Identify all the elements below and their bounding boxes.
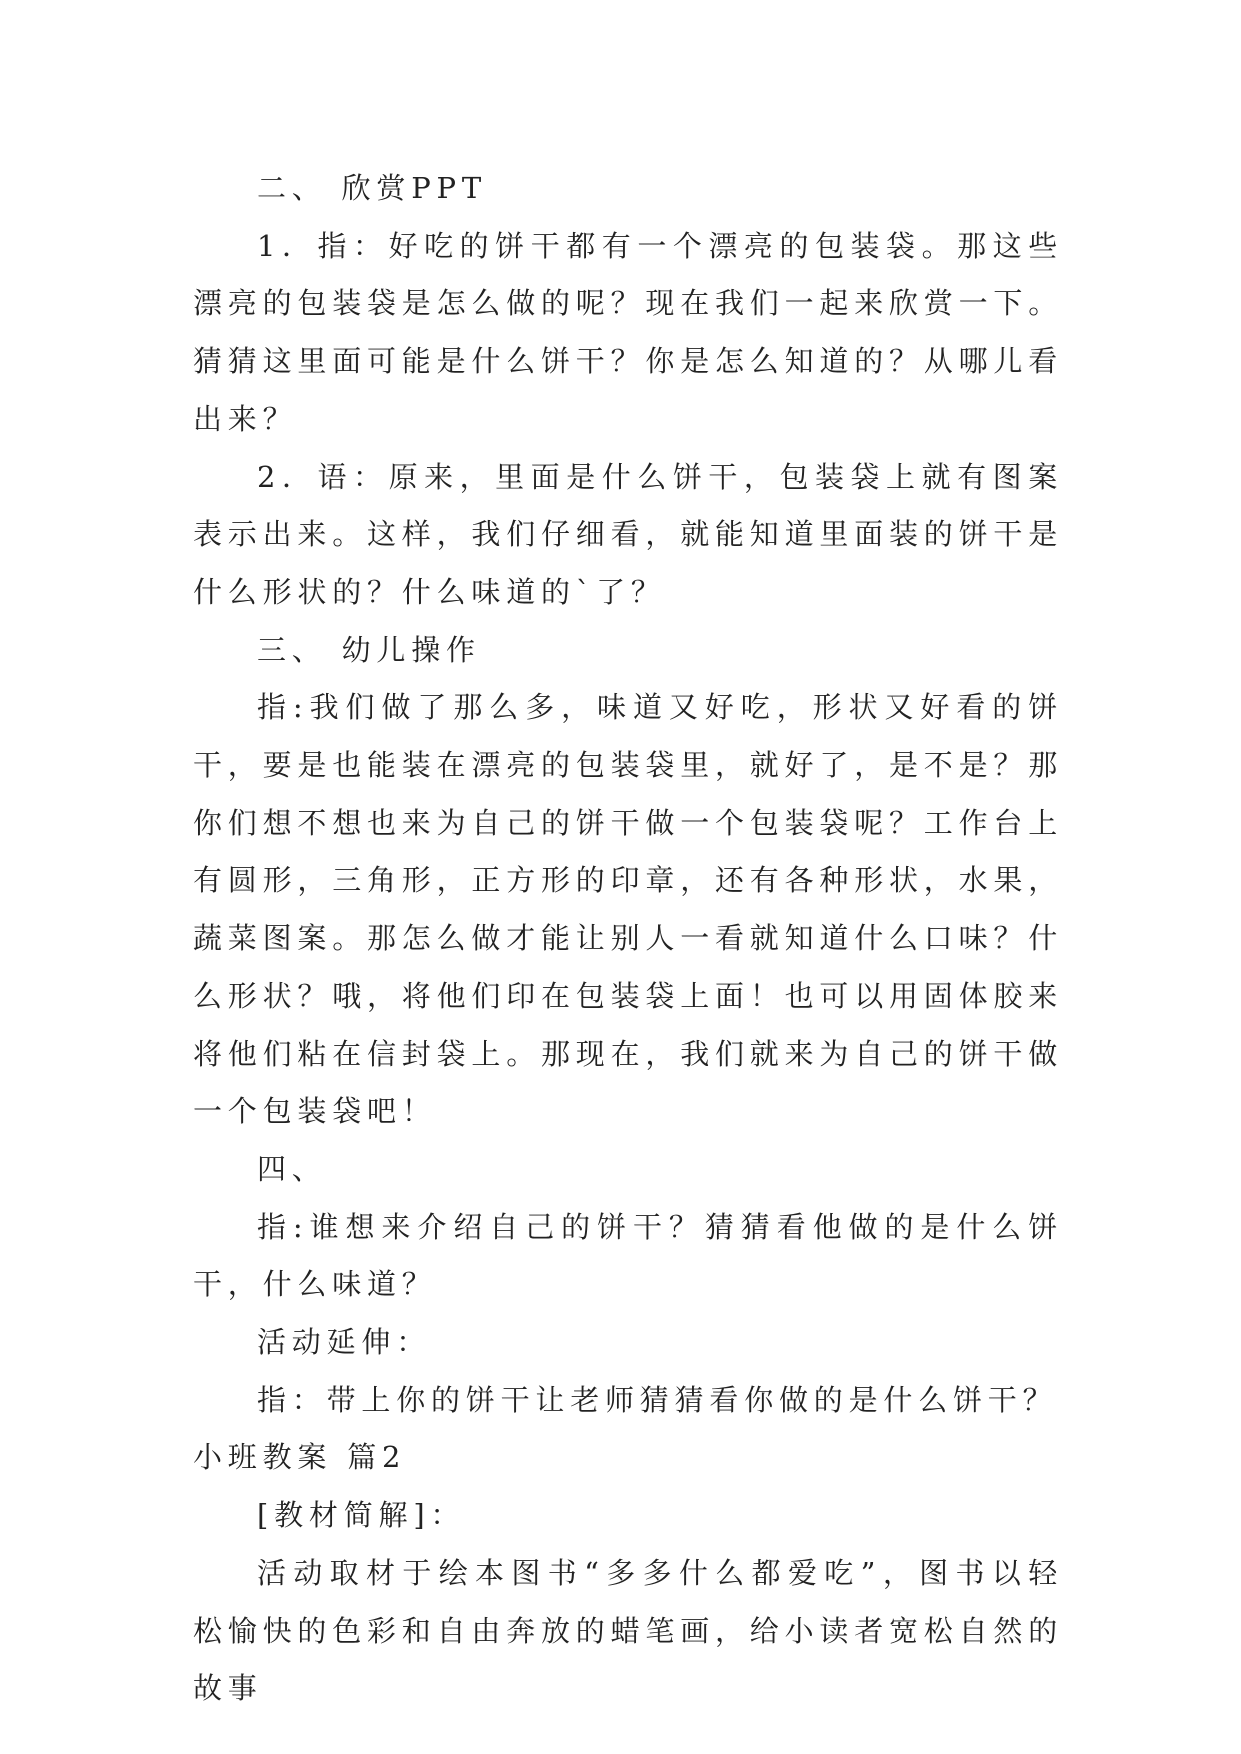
paragraph-extension-instruction: 指：带上你的饼干让老师猜猜看你做的是什么饼干？ (257, 1382, 1058, 1417)
section-heading-appreciate-ppt: 二、 欣赏PPT (257, 171, 487, 205)
document-body (193, 160, 1063, 1718)
paragraph-step-1: 1．指：好吃的饼干都有一个漂亮的包装袋。那这些漂亮的包装袋是怎么做的呢？现在我们一起来欣赏一下。猜猜这里面可能是什么饼干？你是怎么知道的？从哪儿看出来？ (193, 228, 1064, 436)
paragraph-step-2: 2．语：原来，里面是什么饼干，包装袋上就有图案表示出来。这样，我们仔细看，就能知道里面装的饼干是什么形状的？什么味道的`了？ (193, 459, 1064, 609)
section-heading-child-operation: 三、 幼儿操作 (257, 632, 481, 667)
paragraph-introduce-biscuit: 指:谁想来介绍自己的饼干？猜猜看他做的是什么饼干，什么味道？ (193, 1209, 1063, 1302)
lesson-plan-title: 小班教案 篇2 (193, 1440, 407, 1475)
section-heading-extension: 活动延伸： (257, 1325, 432, 1360)
paragraph-material-description: 活动取材于绘本图书“多多什么都爱吃”，图书以轻松愉快的色彩和自由奔放的蜡笔画，给小读者宽松自然的故事 (193, 1555, 1064, 1706)
section-heading-material: [教材简解]： (257, 1498, 466, 1533)
section-heading-four: 四、 (257, 1151, 327, 1186)
paragraph-operation-instruction: 指:我们做了那么多，味道又好吃，形状又好看的饼干，要是也能装在漂亮的包装袋里，就好了，是不是？那你们想不想也来为自己的饼干做一个包装袋呢？工作台上有圆形，三角形，正方形的印章，还有各种形状，水果，蔬菜图案。那怎么做才能让别人一看就知道什么口味？什么形状？哦，将他们印在包装袋上面！也可以用固体胶来将他们粘在信封袋上。那现在，我们就来为自己的饼干做一个包装袋吧！ (193, 690, 1064, 1129)
